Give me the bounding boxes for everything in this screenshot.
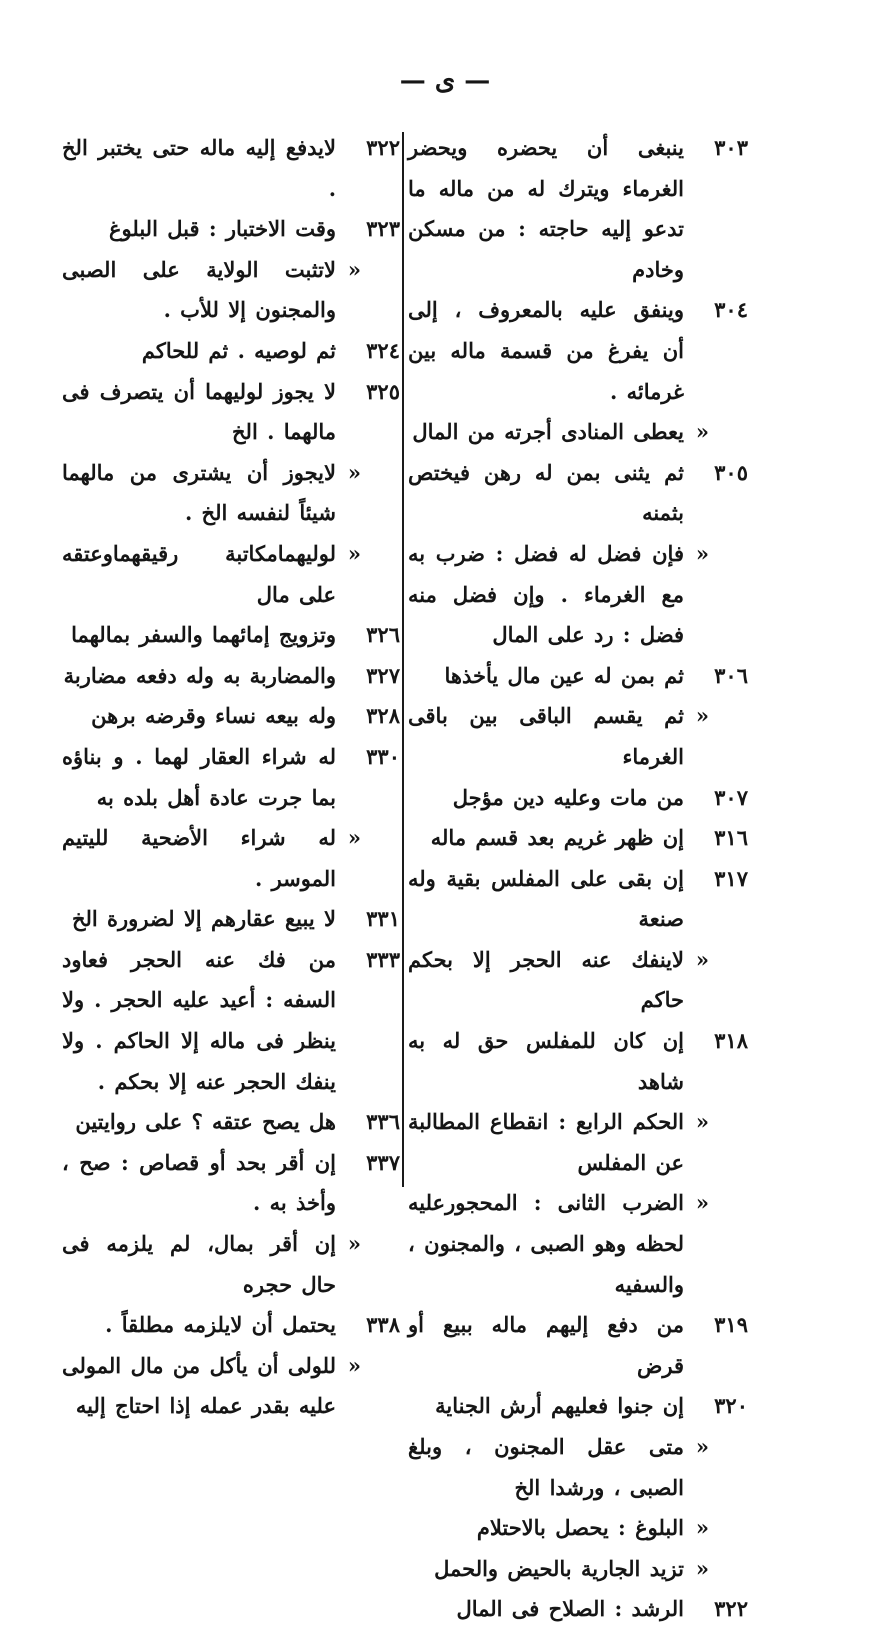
index-entry — [408, 1508, 748, 1549]
entry-text: لاينفك عنه الحجر إلا بحكم حاكم — [408, 946, 684, 1013]
entry-page-ref: « — [695, 1515, 710, 1541]
entry-page-ref: ٣١٩ — [714, 1312, 748, 1338]
entry-page-ref: « — [695, 1190, 710, 1216]
entry-text: إن أقر بمال، لم يلزمه فى حال حجره — [62, 1231, 336, 1297]
entry-text: من فك عنه الحجر فعاود السفه : أعيد عليه الحجر . ولا ينظر فى ماله إلا الحاكم . ولا ينفك الحجر عنه إلا بحكم . — [62, 946, 336, 1094]
entry-text: وتزويج إمائهما والسفر بمالهما — [71, 622, 336, 648]
entry-page-ref: « — [695, 946, 710, 972]
index-entry — [408, 412, 748, 453]
entry-text: يحتمل أن لايلزمه مطلقاً . — [105, 1312, 336, 1338]
entry-text: للولى أن يأكل من مال المولى عليه بقدر عمله إذا احتاج إليه — [62, 1352, 336, 1419]
index-entry — [408, 1102, 748, 1183]
entry-text: وله بيعه نساء وقرضه برهن — [91, 703, 336, 729]
entry-text: من دفع إليهم ماله ببيع أو قرض — [408, 1312, 684, 1378]
entry-text: هل يصح عتقه ؟ على روايتين — [75, 1109, 336, 1135]
entry-page-ref: ٣٢٦ — [366, 622, 400, 648]
index-entry — [62, 615, 400, 656]
entry-text: الحكم الرابع : انقطاع المطالبة عن المفلس — [408, 1109, 684, 1175]
entry-text: البلوغ : يحصل بالاحتلام — [476, 1515, 684, 1541]
index-entry — [62, 1346, 400, 1427]
entry-page-ref: ٣٣٠ — [366, 743, 400, 769]
index-entry — [408, 290, 748, 412]
index-entry — [408, 534, 748, 656]
index-entry — [62, 656, 400, 697]
entry-page-ref: « — [347, 256, 362, 282]
index-entry — [408, 696, 748, 777]
entry-text: ثم يثنى بمن له رهن فيختص بثمنه — [408, 459, 684, 526]
index-entry — [62, 250, 400, 331]
entry-page-ref: ٣٢٧ — [366, 662, 400, 688]
index-entry — [62, 453, 400, 534]
entry-text: إن كان للمفلس حق له به شاهد — [408, 1028, 684, 1094]
entry-text: يعطى المنادى أجرته من المال — [412, 419, 684, 445]
entry-text: لا يجوز لوليهما أن يتصرف فى مالهما . الخ — [62, 378, 336, 445]
index-entry — [62, 940, 400, 1102]
entry-page-ref: ٣٣٨ — [366, 1312, 400, 1338]
entry-text: من مات وعليه دين مؤجل — [452, 784, 684, 810]
entry-text: فإن فضل له فضل : ضرب به مع الغرماء . وإن فضل منه فضل : رد على المال — [408, 540, 684, 648]
entry-page-ref: ٣٢٨ — [366, 703, 400, 729]
entry-page-ref: « — [347, 1352, 362, 1378]
index-entry — [408, 940, 748, 1021]
entry-page-ref: ٣٢٣ — [366, 216, 400, 242]
index-entry — [62, 1143, 400, 1224]
entry-text: ثم بمن له عين مال يأخذها — [444, 662, 684, 688]
entry-text: لا يبيع عقارهم إلا لضرورة الخ — [71, 906, 336, 932]
entry-page-ref: ٣٣٦ — [366, 1109, 400, 1135]
index-entry — [408, 818, 748, 859]
entry-text: إن بقى على المفلس بقية وله صنعة — [408, 865, 684, 932]
index-entry — [408, 1549, 748, 1590]
index-entry — [408, 1021, 748, 1102]
entry-text: تزيد الجارية بالحيض والحمل — [434, 1555, 684, 1581]
entry-text: ثم لوصيه . ثم للحاكم — [141, 337, 336, 363]
index-entry — [408, 1183, 748, 1305]
entry-page-ref: ٣٠٦ — [714, 662, 748, 688]
index-entry — [62, 331, 400, 372]
entry-page-ref: « — [695, 1555, 710, 1581]
index-entry — [408, 1305, 748, 1386]
index-entry — [408, 778, 748, 819]
entry-page-ref: « — [347, 825, 362, 851]
index-entry — [62, 818, 400, 899]
page-number: — ى — — [399, 66, 491, 96]
entry-page-ref: ٣١٦ — [714, 825, 748, 851]
entry-page-ref: ٣١٨ — [714, 1028, 748, 1054]
index-entry — [62, 372, 400, 453]
entry-text: لايجوز أن يشترى من مالهما شيئاً لنفسه الخ . — [62, 459, 336, 526]
index-column-left — [62, 128, 400, 1427]
entry-text: ثم يقسم الباقى بين باقى الغرماء — [408, 703, 684, 769]
entry-text: إن أقر بحد أو قصاص : صح ، وأخذ به . — [62, 1149, 336, 1216]
entry-page-ref: ٣١٧ — [714, 865, 748, 891]
entry-text: إن جنوا فعليهم أرش الجناية — [435, 1393, 684, 1419]
entry-page-ref: ٣٢٢ — [714, 1596, 748, 1622]
entry-page-ref: « — [347, 459, 362, 485]
entry-page-ref: « — [695, 1109, 710, 1135]
entry-page-ref: ٣٢٢ — [366, 135, 400, 160]
index-column-right — [408, 128, 748, 1630]
entry-page-ref: ٣٣١ — [366, 906, 400, 932]
index-entry — [408, 656, 748, 697]
entry-page-ref: ٣٠٣ — [714, 135, 748, 160]
entry-page-ref: ٣٣٧ — [366, 1149, 400, 1175]
entry-page-ref: ٣٠٥ — [714, 459, 748, 485]
entry-page-ref: ٣٠٤ — [714, 297, 748, 323]
entry-text: وينفق عليه بالمعروف ، إلى أن يفرغ من قسمة ماله بين غرمائه . — [408, 297, 684, 404]
entry-text: له شراء الأضحية لليتيم الموسر . — [62, 825, 336, 891]
entry-text: الضرب الثانى : المحجورعليه لحظه وهو الصبى ، والمجنون ، والسفيه — [408, 1190, 684, 1297]
entry-text: لايدفع إليه ماله حتى يختبر الخ . — [62, 135, 336, 201]
entry-page-ref: ٣٣٣ — [366, 946, 400, 972]
index-entry — [62, 209, 400, 250]
index-entry — [62, 1305, 400, 1346]
entry-page-ref: « — [695, 703, 710, 729]
entry-text: الرشد : الصلاح فى المال — [456, 1596, 684, 1622]
entry-page-ref: « — [695, 1434, 710, 1459]
entry-text: لاتثبت الولاية على الصبى والمجنون إلا للأب . — [62, 256, 336, 323]
entry-page-ref: « — [347, 540, 362, 566]
index-entry — [62, 1102, 400, 1143]
index-entry — [62, 899, 400, 940]
index-entry — [408, 1589, 748, 1630]
entry-page-ref: « — [695, 540, 710, 566]
entry-text: لوليهمامكاتبة رقيقهماوعتقه على مال — [62, 540, 336, 607]
entry-page-ref: ٣٢٠ — [714, 1393, 748, 1419]
index-entry — [408, 859, 748, 940]
index-entry — [62, 1224, 400, 1305]
entry-page-ref: « — [347, 1231, 362, 1257]
entry-text: ينبغى أن يحضره ويحضر الغرماء ويترك له من ماله ما تدعو إليه حاجته : من مسكن وخادم — [408, 135, 684, 282]
index-entry — [408, 453, 748, 534]
entry-text: متى عقل المجنون ، وبلغ الصبى ، ورشدا الخ — [408, 1434, 684, 1500]
index-entry — [408, 1427, 748, 1508]
entry-page-ref: « — [695, 419, 710, 445]
index-entry — [62, 737, 400, 818]
entry-text: له شراء العقار لهما . و بناؤه بما جرت عادة أهل بلده به — [62, 743, 336, 810]
entry-text: والمضاربة به وله دفعه مضاربة — [63, 662, 336, 688]
index-entry — [62, 696, 400, 737]
index-entry — [62, 128, 400, 209]
entry-text: وقت الاختبار : قبل البلوغ — [109, 216, 336, 242]
entry-page-ref: ٣٠٧ — [714, 784, 748, 810]
index-entry — [62, 534, 400, 615]
entry-page-ref: ٣٢٥ — [366, 378, 400, 404]
index-entry — [408, 128, 748, 290]
entry-text: إن ظهر غريم بعد قسم ماله — [430, 825, 684, 851]
entry-page-ref: ٣٢٤ — [366, 337, 400, 363]
column-divider — [402, 132, 404, 1187]
index-entry — [408, 1386, 748, 1427]
